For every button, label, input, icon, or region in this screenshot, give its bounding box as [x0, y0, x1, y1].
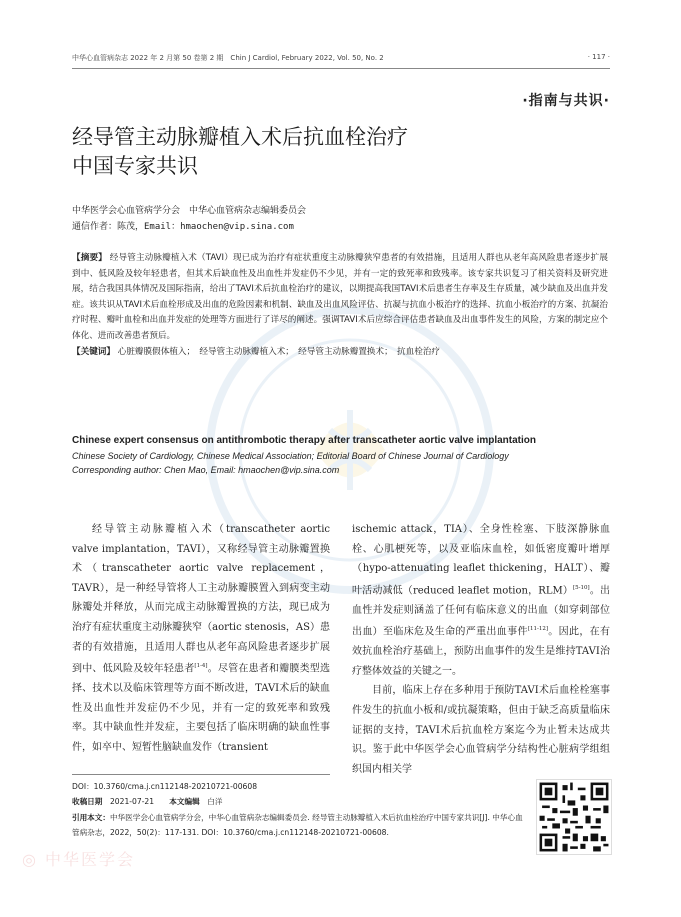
english-abstract-header: [72, 434, 608, 477]
journal-header: 中华心血管病杂志 2022 年 2 月第 50 卷第 2 期 Chin J Cardiol, February 2022, Vol. 50, No. 2: [72, 54, 384, 62]
article-footer: [72, 779, 530, 840]
citation-ref[interactable]: [5-10]: [573, 584, 590, 591]
qr-code[interactable]: [536, 779, 612, 855]
abstract-label: 【摘要】: [72, 253, 107, 263]
page-number: · 117 ·: [587, 53, 610, 61]
body-left-column: [72, 520, 330, 757]
citation-ref[interactable]: [1-4]: [194, 663, 208, 670]
title-line-1: 经导管主动脉瓣植入术后抗血栓治疗: [72, 125, 408, 149]
article-title: [72, 123, 612, 181]
english-authors: Chinese Society of Cardiology, Chinese Medical Association; Editorial Board of Chinese Journal of Cardiology: [72, 451, 509, 461]
citation-ref[interactable]: [11-12]: [527, 626, 548, 633]
header-divider: [72, 68, 610, 69]
body-paragraph: 目前，临床上存在多种用于预防TAVI术后血栓栓塞事件发生的抗血小板和/或抗凝策略，但由于缺乏高质量临床证据的支持，TAVI术后抗血栓方案迄今为止暂未达成共识。鉴于此中华医学会心血管病学分结构性心脏病学组组织国内相关学: [352, 685, 610, 775]
section-tag: ·指南与共识·: [522, 93, 610, 109]
footer-divider: [72, 774, 330, 775]
abstract-text: 经导管主动脉瓣植入术（TAVI）现已成为治疗有症状重度主动脉瓣狭窄患者的有效措施，且适用人群也从老年高风险患者逐步扩展到中、低风险及较年轻患者，但其术后缺血性及出血性并发症仍不少见，并有一定的致死率和致残率。该专家共识复习了相关资料及研究进展，结合我国具体情况及国际指南，给出了TAVI术后抗血栓治疗的建议，以期提高我国TAVI术后患者生存率及生存质量，减少缺血及出血并发症。该共识从TAVI术后血栓形成及出血的危险因素和机制、缺血及出血风险评估、抗凝与抗血小板治疗的选择、抗血小板治疗的方案、抗凝治疗时程、瓣叶血栓和出血并发症的处理等方面进行了详尽的阐述。强调TAVI术后应综合评估患者缺血及出血事件发生的风险，方案的制定应个体化、进而改善患者预后。: [72, 253, 608, 341]
body-right-column: [352, 520, 610, 779]
keywords-label: 【关键词】: [72, 346, 115, 357]
doi[interactable]: DOI：10.3760/cma.j.cn112148-20210721-00608: [72, 782, 258, 791]
authors: 中华医学会心血管病学分会 中华心血管病杂志编辑委员会: [72, 206, 307, 216]
citation: 引用本文：中华医学会心血管病学分会，中华心血管病杂志编辑委员会. 经导管主动脉瓣植入术后抗血栓治疗中国专家共识[J]. 中华心血管病杂志，2022，50(2)：117-131. DOI：10.3760/cma.j.cn112148-20210721-00608.: [72, 812, 523, 837]
body-paragraph: 经导管主动脉瓣植入术（transcatheter aortic valve implantation，TAVI），又称经导管主动脉瓣置换术（transcatheter aortic valve replacement，TAVR），是一种经导管将人工主动脉瓣膜置入到病变主动脉瓣处并释放，从而完成主动脉瓣置换的方法，现已成为治疗有症状重度主动脉瓣狭窄（aortic stenosis，AS）患者的有效措施，且适用人群也从老年高风险患者逐步扩展到中、低风险及较年轻患者[1-4]。尽管在患者和瓣膜类型选择、技术以及临床管理等方面不断改进，TAVI术后的缺血性及出血性并发症仍不少见，并有一定的致死率和致残率。其中缺血性并发症，主要包括了临床明确的缺血性事件，如卒中、短暂性脑缺血发作（transient: [72, 524, 330, 753]
keywords: [72, 345, 608, 361]
keywords-text: 心脏瓣膜假体植入； 经导管主动脉瓣植入术； 经导管主动脉瓣置换术； 抗血栓治疗: [117, 346, 440, 357]
corresponding-author: 通信作者：陈茂，Email：hmaochen@vip.sina.com: [72, 222, 294, 232]
dates-editor: 收稿日期 2021-07-21 本文编辑 白洋: [72, 797, 223, 807]
body-paragraph: ischemic attack，TIA）、全身性栓塞、下肢深静脉血栓、心肌梗死等，以及亚临床血栓，如低密度瓣叶增厚（hypo-attenuating leaflet thickening，HALT）、瓣叶活动减低（reduced leaflet motion，RLM）[5-10]。出血性并发症则涵盖了任何有临床意义的出血（如穿刺部位出血）至临床危及生命的严重出血事件[11-12]。因此，在有效抗血栓治疗基础上，预防出血事件的发生是维持TAVI治疗整体效益的关键之一。: [352, 524, 611, 677]
title-line-2: 中国专家共识: [72, 154, 198, 178]
english-corresponding: Corresponding author: Chen Mao, Email: hmaochen@vip.sina.com: [72, 465, 340, 475]
english-title: Chinese expert consensus on antithrombotic therapy after transcatheter aortic valve implantation: [72, 435, 537, 446]
publisher-logo-watermark: ◎ 中华医学会: [22, 850, 136, 869]
abstract: [72, 251, 608, 360]
